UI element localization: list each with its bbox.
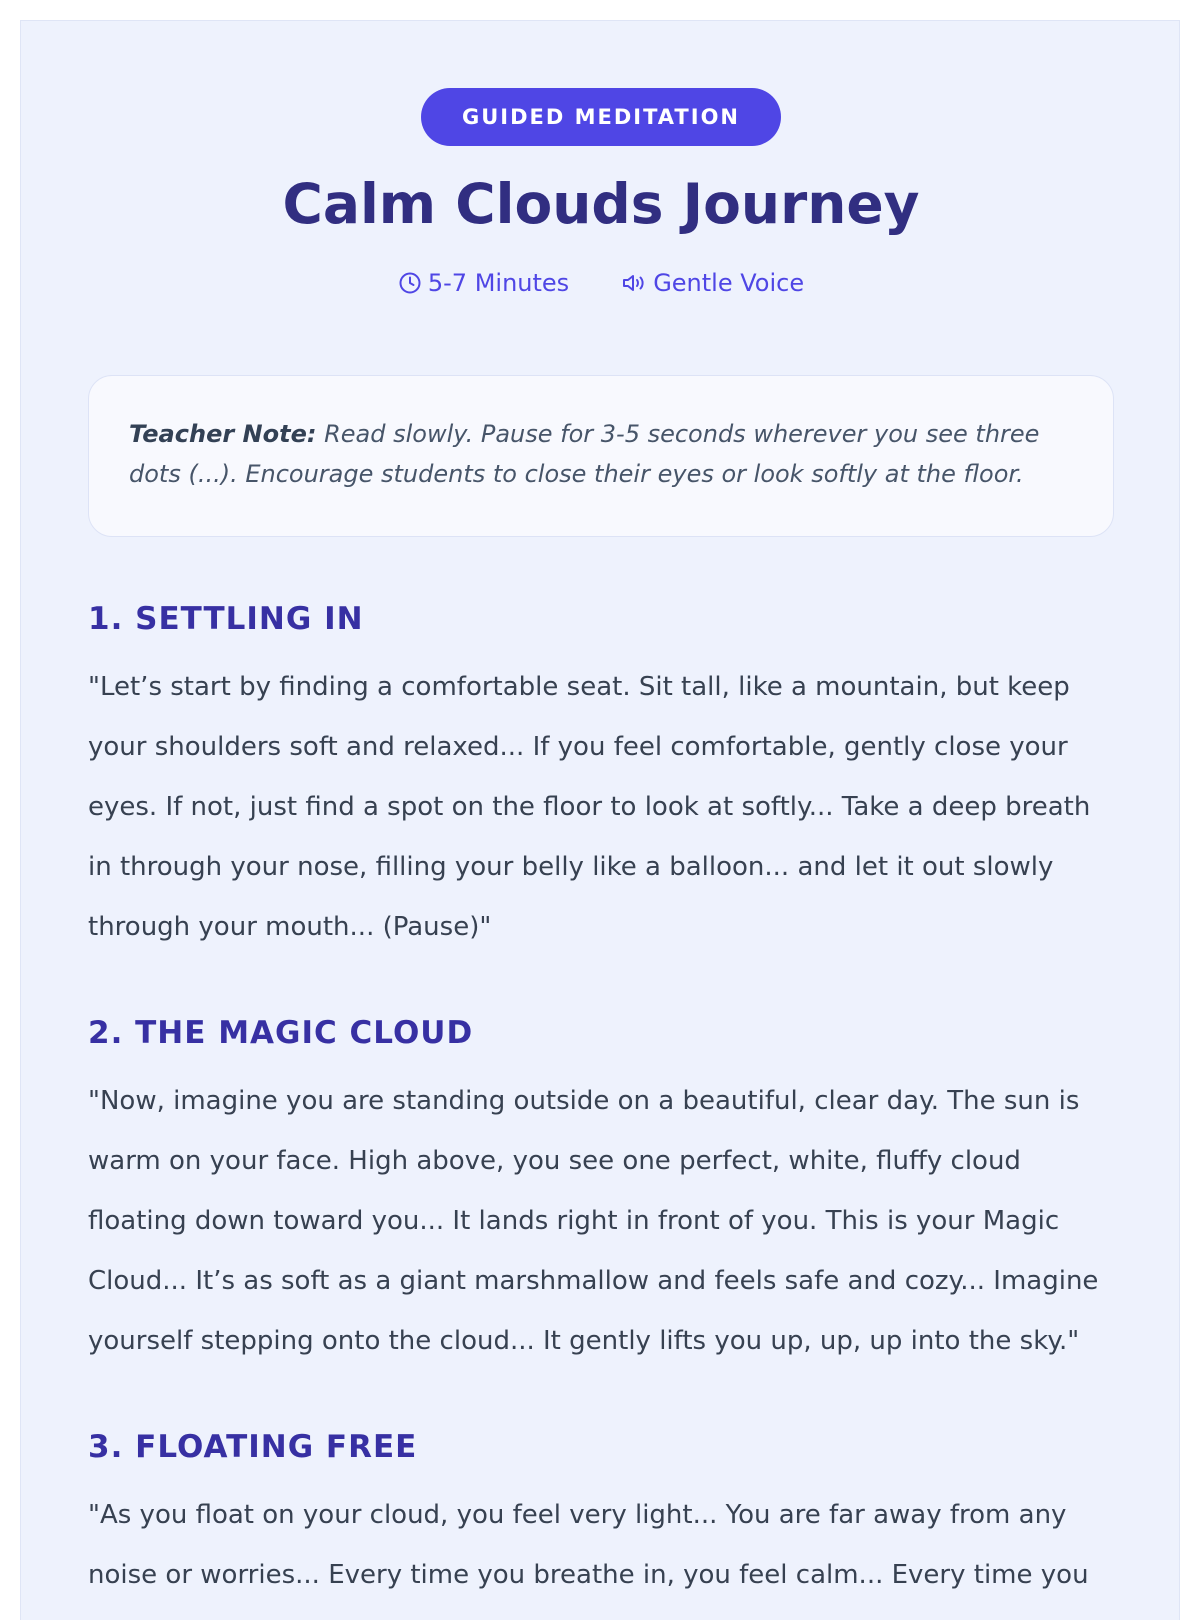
meta-row (21, 266, 1181, 300)
section-body: "As you float on your cloud, you feel very light... You are far away from any noise or worries... Every time you breathe in, you feel calm... Every time you (88, 1500, 1089, 1590)
speaker-icon (621, 271, 647, 295)
section-floating-free (88, 1427, 1118, 1605)
section-heading: 3. FLOATING FREE (88, 1429, 418, 1465)
teacher-note-text: Read slowly. Pause for 3-5 seconds wherever you see three dots (...). Encourage students to close their eyes or look softly at the floor. (129, 420, 1040, 488)
page-title: Calm Clouds Journey (282, 172, 920, 236)
section-heading: 1. SETTLING IN (88, 601, 364, 637)
meditation-card (20, 20, 1180, 1620)
section-body: "Let’s start by finding a comfortable seat. Sit tall, like a mountain, but keep your shoulders soft and relaxed... If you feel comfortable, gently close your eyes. If not, just find a spot on the floor to look at softly... Take a deep breath in through your nose, filling your belly like a balloon... and let it out slowly through your mouth... (Pause)" (88, 672, 1091, 942)
teacher-note (88, 375, 1114, 537)
clock-icon (398, 271, 422, 295)
voice-label: Gentle Voice (653, 269, 805, 297)
section-settling-in (88, 599, 1118, 957)
duration-label: 5-7 Minutes (427, 269, 570, 297)
guided-meditation-badge: GUIDED MEDITATION (421, 88, 781, 146)
duration-meta (398, 266, 569, 300)
section-body: "Now, imagine you are standing outside on a beautiful, clear day. The sun is warm on your face. High above, you see one perfect, white, fluffy cloud floating down toward you... It lands right in front of you. This is your Magic Cloud... It’s as soft as a giant marshmallow and feels safe and cozy... Imagine yourself stepping onto the cloud... It gently lifts you up, up, up into the sky." (88, 1086, 1099, 1356)
section-heading: 2. THE MAGIC CLOUD (88, 1015, 474, 1051)
section-magic-cloud (88, 1013, 1118, 1371)
teacher-note-label: Teacher Note: (129, 420, 317, 448)
voice-meta (621, 266, 804, 300)
